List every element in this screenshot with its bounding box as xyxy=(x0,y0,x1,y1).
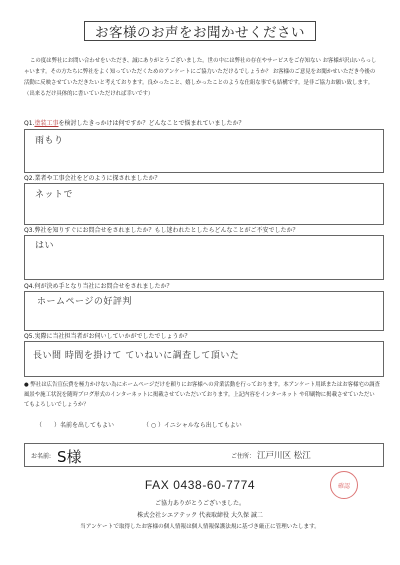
answer-5: 長い間 時間を掛けて ていねいに調査して頂いた xyxy=(33,351,240,361)
question-4: Q4.何が決め手となり当社にお問合せをされましたか？ xyxy=(24,283,173,290)
answer-3: はい xyxy=(35,241,55,251)
option-initial-ok: （ ○ ）イニシャルなら出してもよい xyxy=(143,422,242,429)
q1-prefix: Q1. xyxy=(24,120,35,127)
answer-4: ホームページの好評判 xyxy=(37,297,132,307)
stamp-text: 確認 xyxy=(337,482,350,490)
fax-number: FAX 0438-60-7774 xyxy=(144,478,256,492)
answer-box-3 xyxy=(24,235,384,280)
answer-2: ネットで xyxy=(35,190,74,200)
address-value: 江戸川区 松江 xyxy=(257,451,311,461)
name-address-box xyxy=(24,443,384,467)
question-1 xyxy=(24,118,244,127)
question-3: Q3.弊社を知りすぐにお問合せをされましたか？もし迷われたとしたらどんなことがご不安でしたか？ xyxy=(24,227,299,234)
footer-thanks: ご協力ありがとうございました。 xyxy=(154,500,245,507)
answer-box-1 xyxy=(24,129,384,173)
name-value: S様 xyxy=(57,448,82,466)
answer-box-4 xyxy=(24,291,384,331)
question-5: Q5.実際に当社担当者がお伺いしていかがでしたでしょうか？ xyxy=(24,333,191,340)
address-label: ご住所： xyxy=(231,453,256,460)
intro-text: この度は弊社にお問い合わせをいただき、誠にありがとうございました。世の中には弊社の存在やサービスをご存知ない お客様が沢山いらっしゃいます。その方たちに弊社をよく知っていただくためのアンケートにご協力いただけるでしょうか？ お客様のご意見をお聞かせいただき今後の活動に反映させていただきたいと考えております。良かったこと、嬉しかったことのような仕組な事でも結構です。是非ご協力お願い致します。（出来るだけ具体的に書いていただければ幸いです） xyxy=(24,58,377,97)
answer-1: 雨もり xyxy=(35,136,64,146)
option-name-ok: （ ）名前を出してもよい xyxy=(36,422,115,429)
q1-highlight: 塗装工事 xyxy=(34,120,59,127)
footer-privacy: 当アンケートで取得したお客様の個人情報は個人情報保護法規に基づき厳正に管理いたします。 xyxy=(80,524,320,530)
footer-company: 株式会社シエアテック 代表取締役 大久保 誠二 xyxy=(137,512,263,519)
answer-box-5 xyxy=(24,341,384,377)
q1-rest: を検討したきっかけは何ですか？どんなことで悩まれていましたか？ xyxy=(58,120,245,127)
consent-notice: ● 弊社は広告宣伝費を極力かけない為にホームページだけを頼りにお客様への営業活動を行っております。本アンケート用紙またはお客様宅の調査風景や施工状況を随時ブログ形式のインターネットに掲載させていただいております。上記内容をインターネット や印刷物に掲載させていただいてもよろしいでしょうか？ xyxy=(24,382,380,408)
name-label: お名前: xyxy=(31,453,52,460)
page-title: お客様のお声をお聞かせください xyxy=(84,21,316,41)
answer-box-2 xyxy=(24,183,384,225)
question-2: Q2.業者や工事会社をどのように探されましたか？ xyxy=(24,175,161,182)
